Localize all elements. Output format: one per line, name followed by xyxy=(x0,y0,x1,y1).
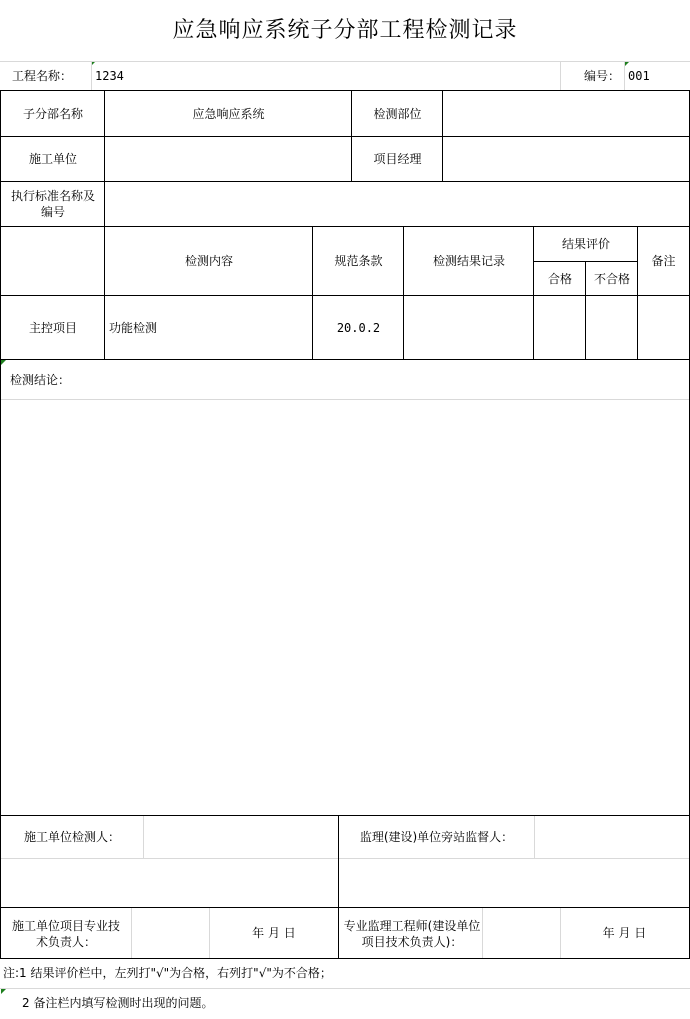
row-category: 主控项目 xyxy=(28,321,77,335)
supervisor-date: 年 月 日 xyxy=(602,926,647,940)
contractor-label: 施工单位 xyxy=(28,151,77,166)
standard-field[interactable] xyxy=(105,181,689,226)
supervisor-onsite-field[interactable] xyxy=(534,815,689,859)
table-border xyxy=(637,226,638,360)
project-name-field[interactable]: 1234 xyxy=(95,69,124,83)
note-1: 注:1 结果评价栏中，左列打"√"为合格，右列打"√"为不合格； xyxy=(3,966,332,980)
gridline xyxy=(131,908,132,958)
gridline xyxy=(91,61,92,90)
project-name-label: 工程名称： xyxy=(12,69,73,83)
contractor-tech-lead-field[interactable] xyxy=(131,908,209,958)
test-location-label: 检测部位 xyxy=(373,106,422,121)
row-remark-field[interactable] xyxy=(638,296,689,360)
table-border xyxy=(534,261,638,262)
supervisor-onsite-label: 监理(建设)单位旁站监督人： xyxy=(359,830,514,844)
conclusion-field[interactable] xyxy=(1,400,689,815)
header-fail: 不合格 xyxy=(593,271,630,286)
header-clause: 规范条款 xyxy=(334,254,383,268)
serial-number-field[interactable]: 001 xyxy=(628,69,650,83)
sub-division-field[interactable]: 应急响应系统 xyxy=(192,106,265,121)
header-evaluation: 结果评价 xyxy=(561,236,610,251)
table-border xyxy=(0,958,690,959)
row-record-field[interactable] xyxy=(404,296,534,360)
contractor-tester-field[interactable] xyxy=(143,815,339,859)
table-border xyxy=(533,226,534,360)
contractor-tech-lead-label: 施工单位项目专业技术负责人： xyxy=(11,919,120,949)
header-remark: 备注 xyxy=(651,254,676,268)
table-border xyxy=(104,90,105,360)
gridline xyxy=(209,908,210,958)
conclusion-label: 检测结论： xyxy=(10,373,71,387)
row-pass-field[interactable] xyxy=(534,296,586,360)
cell-comment-marker xyxy=(1,989,6,994)
table-border xyxy=(312,226,313,360)
row-content: 功能检测 xyxy=(109,321,158,335)
page-title: 应急响应系统子分部工程检测记录 xyxy=(172,18,518,43)
project-manager-field[interactable] xyxy=(443,136,689,181)
standard-label: 执行标准名称及编号 xyxy=(10,188,95,219)
table-border xyxy=(351,90,352,181)
gridline xyxy=(0,988,690,989)
test-location-field[interactable] xyxy=(443,91,689,136)
table-border xyxy=(0,907,690,908)
table-border xyxy=(338,815,339,958)
contractor-field[interactable] xyxy=(105,136,352,181)
table-border xyxy=(403,226,404,360)
gridline xyxy=(534,815,535,859)
gridline xyxy=(1,399,689,400)
table-border xyxy=(585,261,586,360)
note-2: 2 备注栏内填写检测时出现的问题。 xyxy=(22,996,214,1010)
header-record: 检测结果记录 xyxy=(432,254,505,268)
cell-comment-marker xyxy=(1,360,6,365)
header-pass: 合格 xyxy=(547,271,572,286)
contractor-date: 年 月 日 xyxy=(252,926,296,940)
header-content: 检测内容 xyxy=(184,254,233,268)
supervising-engineer-field[interactable] xyxy=(482,908,560,958)
gridline xyxy=(624,61,625,90)
table-border xyxy=(0,815,690,816)
project-manager-label: 项目经理 xyxy=(373,151,422,166)
gridline xyxy=(560,908,561,958)
table-border xyxy=(442,90,443,181)
table-border xyxy=(0,90,1,958)
gridline xyxy=(0,61,690,62)
contractor-tester-label: 施工单位检测人： xyxy=(23,830,120,844)
gridline xyxy=(1,858,689,859)
row-fail-field[interactable] xyxy=(586,296,638,360)
row-clause: 20.0.2 xyxy=(336,321,381,335)
gridline xyxy=(482,908,483,958)
sub-division-label: 子分部名称 xyxy=(22,106,83,121)
gridline xyxy=(560,61,561,90)
gridline xyxy=(143,815,144,859)
supervising-engineer-label: 专业监理工程师(建设单位项目技术负责人)： xyxy=(343,919,481,949)
serial-number-label: 编号： xyxy=(584,69,621,83)
